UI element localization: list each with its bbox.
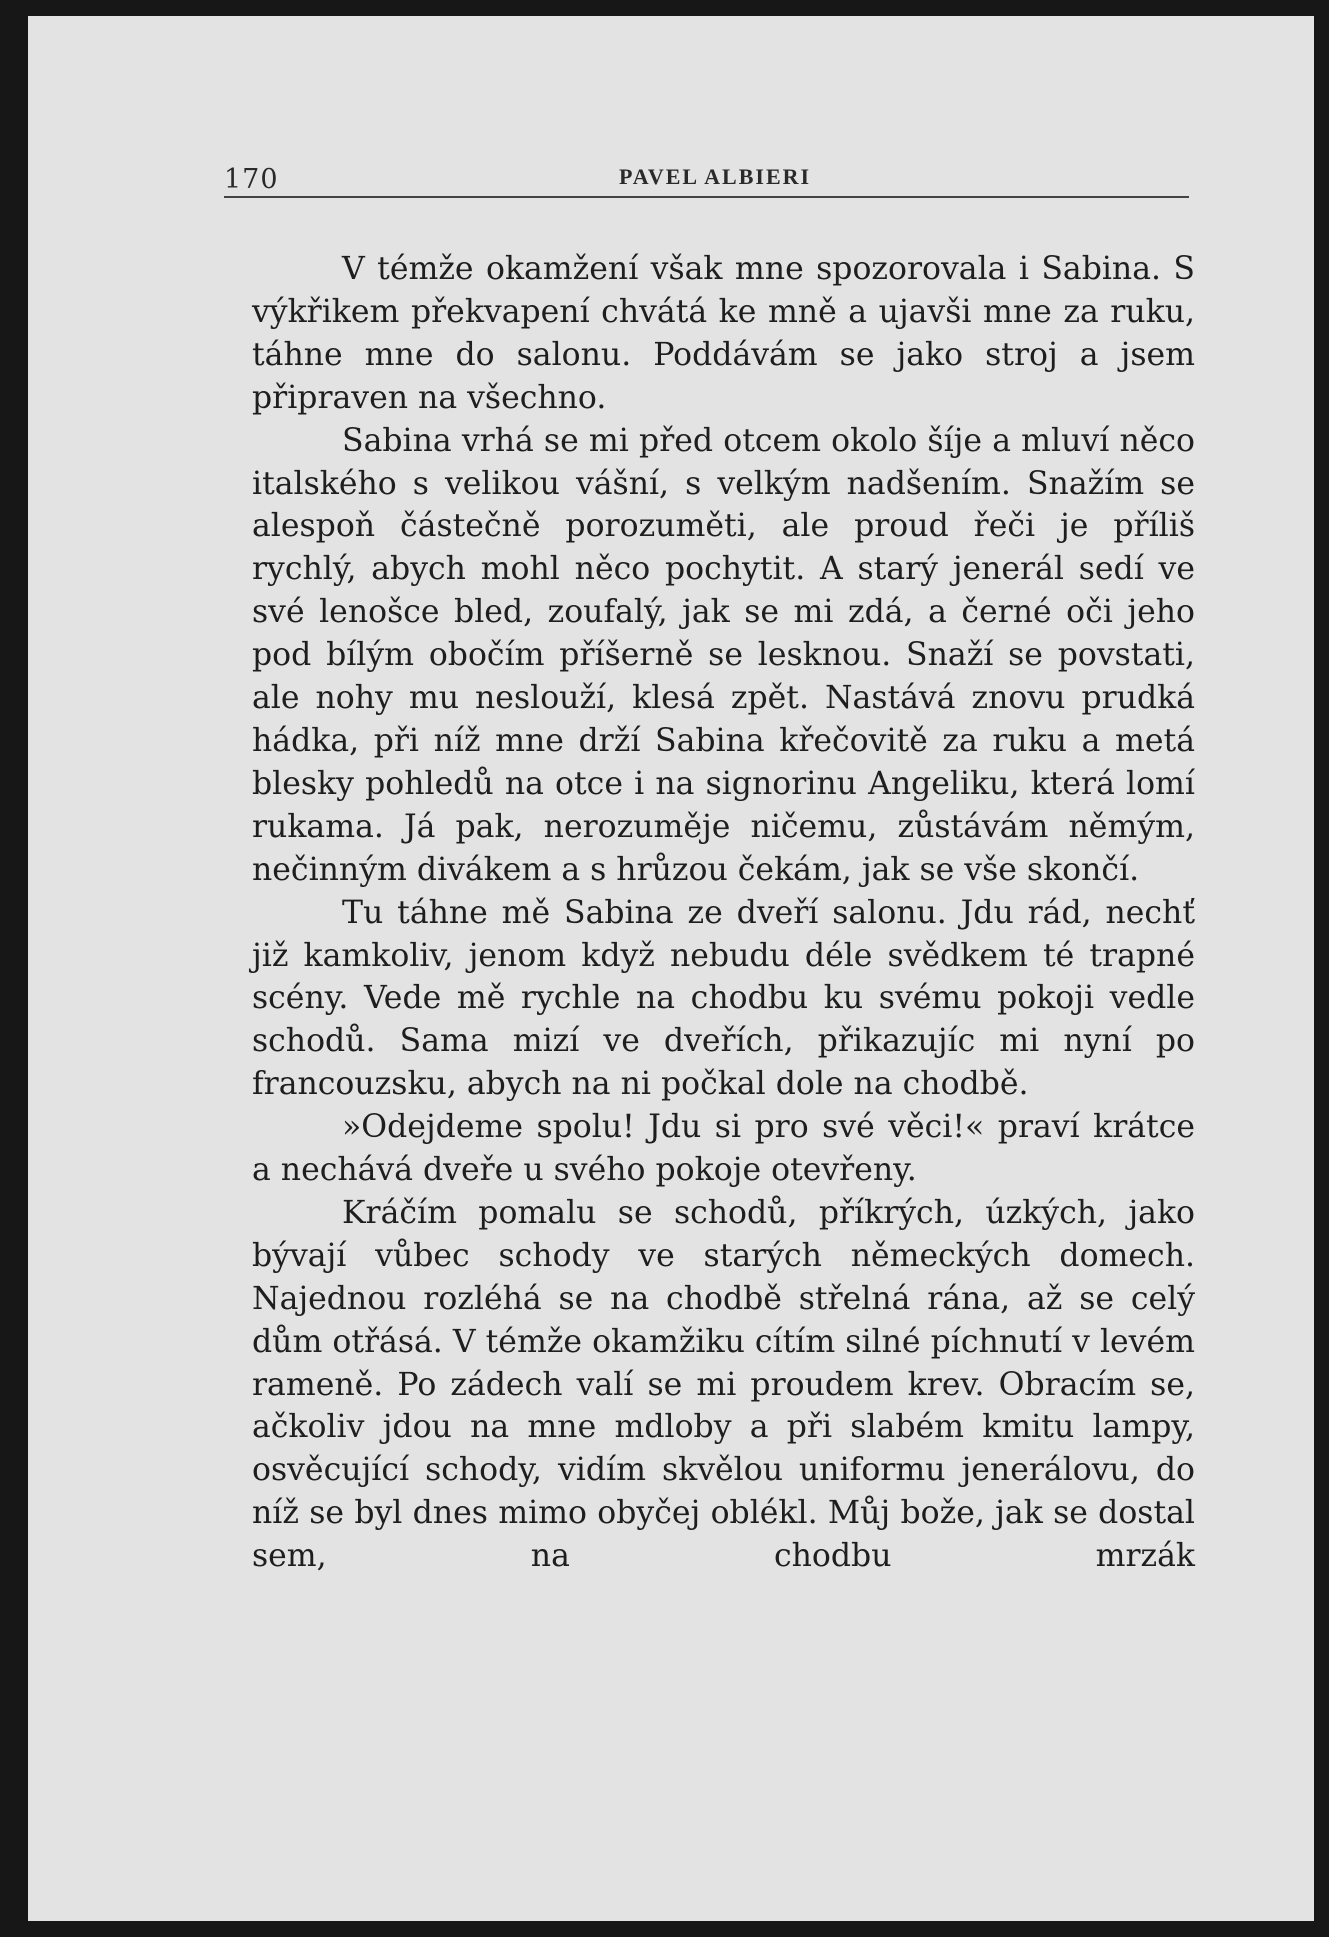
body-text <box>252 248 1195 1578</box>
paragraph: Kráčím pomalu se schodů, příkrých, úzkých, jako bývají vůbec schody ve starých německých domech. Najednou rozléhá se na chodbě střelná rána, až se celý dům otřásá. V témže okamžiku cítím silné píchnutí v levém rameně. Po zádech valí se mi proudem krev. Obracím se, ačkoliv jdou na mne mdloby a při slabém kmitu lampy, osvěcující schody, vidím skvělou uniformu jenerálovu, do níž se byl dnes mimo obyčej oblékl. Můj bože, jak se dostal sem, na chodbu mrzák <box>252 1194 1195 1575</box>
page-number: 170 <box>224 164 279 195</box>
book-page <box>28 16 1314 1921</box>
page-header <box>224 156 1189 198</box>
paragraph: »Odejdeme spolu! Jdu si pro své věci!« praví krátce a nechává dveře u svého pokoje otevřeny. <box>252 1109 1195 1189</box>
paragraph: Tu táhne mě Sabina ze dveří salonu. Jdu rád, nechť již kamkoliv, jenom když nebudu déle svědkem té trapné scény. Vede mě rychle na chodbu ku svému pokoji vedle schodů. Sama mizí ve dveřích, přikazujíc mi nyní po francouzsku, abych na ni počkal dole na chodbě. <box>252 894 1195 1103</box>
running-head: PAVEL ALBIERI <box>619 164 812 189</box>
paragraph: V témže okamžení však mne spozorovala i Sabina. S výkřikem překvapení chvátá ke mně a ujavši mne za ruku, táhne mne do salonu. Poddávám se jako stroj a jsem připraven na všechno. <box>252 251 1195 416</box>
paragraph: Sabina vrhá se mi před otcem okolo šíje a mluví něco italského s velikou vášní, s velkým nadšením. Snažím se alespoň částečně porozuměti, ale proud řeči je příliš rychlý, abych mohl něco pochytit. A starý jenerál sedí ve své lenošce bled, zoufalý, jak se mi zdá, a černé oči jeho pod bílým obočím příšerně se lesknou. Snaží se povstati, ale nohy mu neslouží, klesá zpět. Nastává znovu prudká hádka, při níž mne drží Sabina křečovitě za ruku a metá blesky pohledů na otce i na signorinu Angeliku, která lomí rukama. Já pak, nerozuměje ničemu, zůstávám němým, nečinným divákem a s hrůzou čekám, jak se vše skončí. <box>252 422 1195 888</box>
